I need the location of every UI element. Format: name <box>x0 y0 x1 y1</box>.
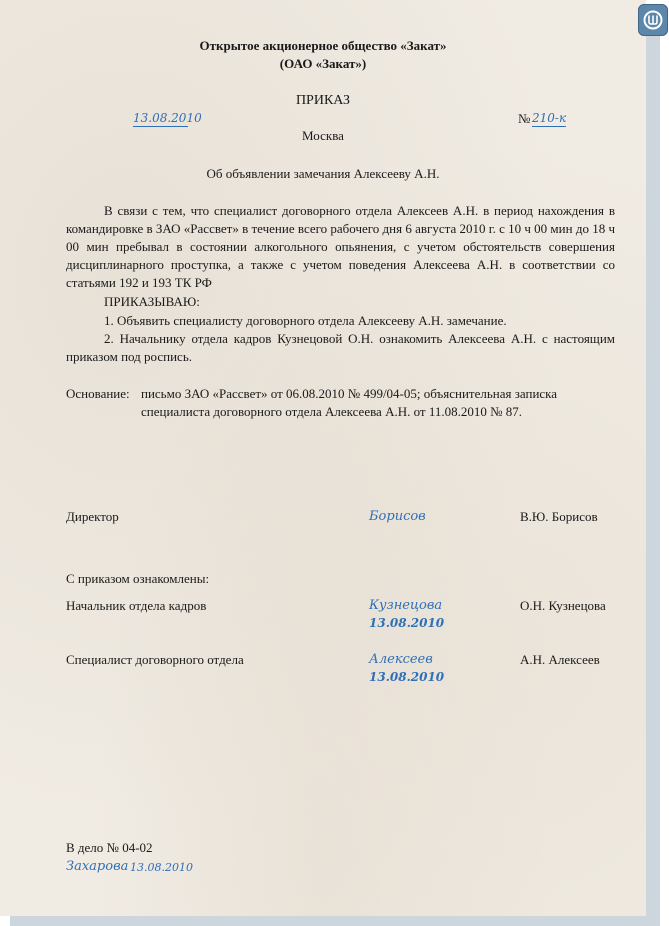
director-name: В.Ю. Борисов <box>520 509 598 524</box>
order-number: 210-к <box>532 111 567 125</box>
preamble-paragraph: В связи с тем, что специалист договорного отдела Алексеев А.Н. в период нахождения в командировке в ЗАО «Рассвет» в течение всего рабочего дня 6 августа 2010 г. с 10 ч 00 мин до 18 ч 00 мин пребывал в состоянии алкогольного опьянения, с учетом обстоятельств совершения дисциплинарного проступка, а также с учетом поведения Алексеева А.Н. в соответствии со статьями 192 и 193 ТК РФ <box>66 203 615 290</box>
hr-head-sign-date: 13.08.2010 <box>369 616 445 630</box>
hr-head-signature: Кузнецова <box>369 598 443 613</box>
filing-signature: Захарова <box>66 859 129 874</box>
publisher-logo-icon <box>638 4 668 36</box>
decree-word: ПРИКАЗЫВАЮ: <box>104 294 200 309</box>
filing-label: В дело № 04-02 <box>66 840 153 855</box>
document-type: ПРИКАЗ <box>295 93 351 108</box>
order-number-label: № <box>518 111 531 126</box>
specialist-position: Специалист договорного отдела <box>66 652 244 667</box>
specialist-name: А.Н. Алексеев <box>520 652 600 667</box>
hr-head-position: Начальник отдела кадров <box>66 598 207 613</box>
filing-date: 13.08.2010 <box>130 861 193 874</box>
page-shadow-right <box>646 14 660 926</box>
hr-head-name: О.Н. Кузнецова <box>520 598 606 613</box>
order-date: 13.08.2010 <box>133 111 202 125</box>
city: Москва <box>302 128 344 143</box>
specialist-signature: Алексеев <box>369 652 433 667</box>
order-item-1: 1. Объявить специалисту договорного отдела Алексееву А.Н. замечание. <box>104 313 507 328</box>
basis-text-line-1: письмо ЗАО «Рассвет» от 06.08.2010 № 499/04-05; объяснительная записка <box>141 386 558 401</box>
company-full-name: Открытое акционерное общество «Закат» <box>199 38 447 53</box>
order-subject: Об объявлении замечания Алексееву А.Н. <box>206 166 440 181</box>
acquainted-label: С приказом ознакомлены: <box>66 571 210 586</box>
basis-label: Основание: <box>66 386 130 401</box>
page-shadow-bottom <box>10 916 660 926</box>
director-signature: Борисов <box>369 509 426 524</box>
company-short-name: (ОАО «Закат») <box>279 56 367 71</box>
director-position: Директор <box>66 509 119 524</box>
specialist-sign-date: 13.08.2010 <box>369 670 445 684</box>
order-item-2: 2. Начальнику отдела кадров Кузнецовой О.Н. ознакомить Алексеева А.Н. с настоящим приказом под роспись. <box>66 331 615 364</box>
basis-text-line-2: специалиста договорного отдела Алексеева А.Н. от 11.08.2010 № 87. <box>141 404 523 419</box>
